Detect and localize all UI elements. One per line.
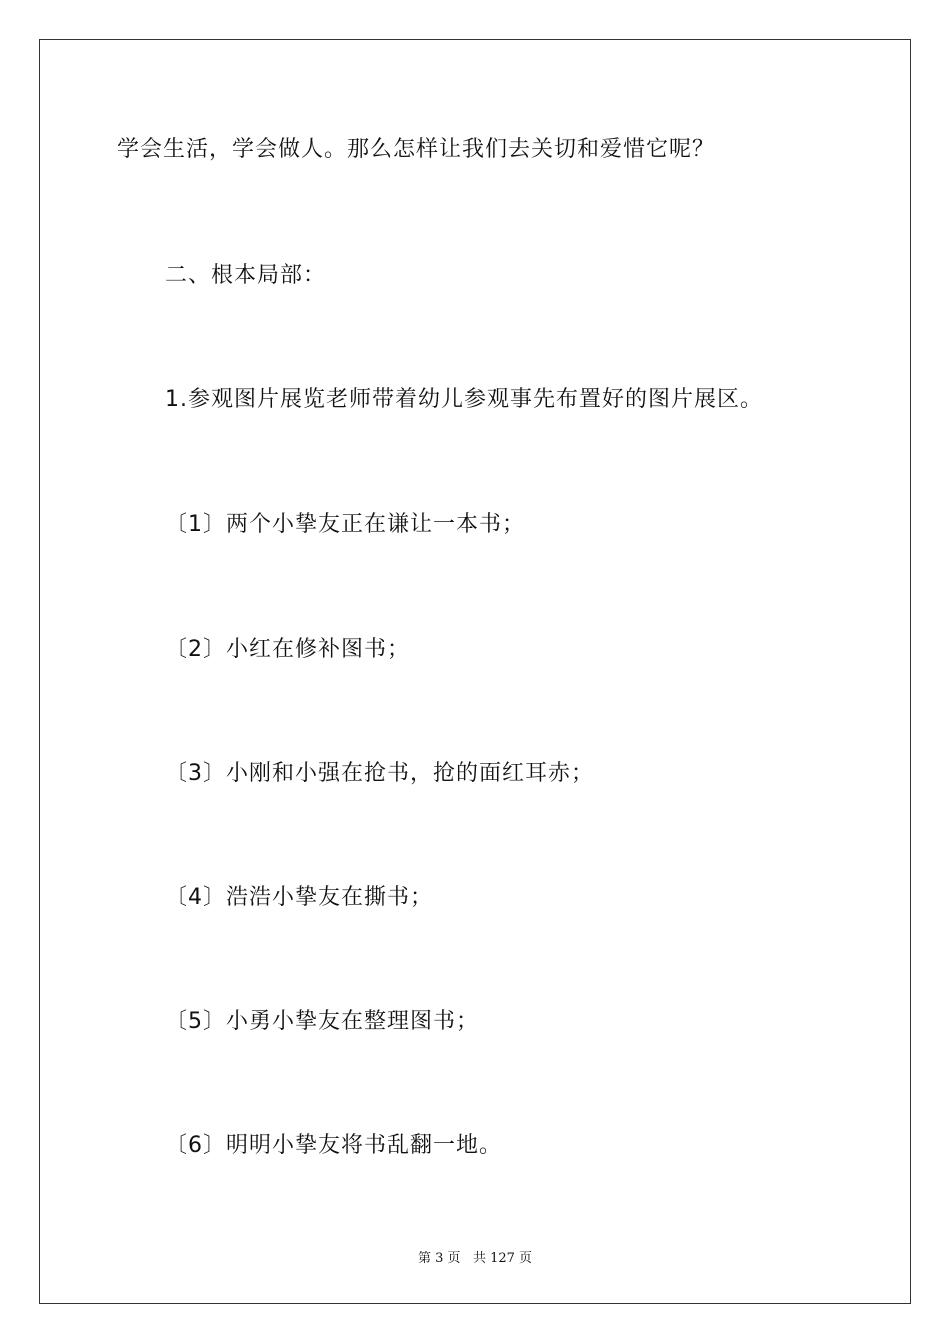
paragraph-step-1: 1.参观图片展览老师带着幼儿参观事先布置好的图片展区。 [165,387,763,412]
list-item-1: 〔1〕两个小挚友正在谦让一本书； [165,512,525,537]
list-item-5: 〔5〕小勇小挚友在整理图书； [165,1009,479,1034]
list-item-4: 〔4〕浩浩小挚友在撕书； [165,885,433,910]
list-item-6: 〔6〕明明小挚友将书乱翻一地。 [165,1133,502,1158]
total-pages: 共 127 页 [472,1251,533,1266]
list-item-2: 〔2〕小红在修补图书； [165,637,410,662]
section-heading-basic-part: 二、根本局部： [165,263,327,288]
page-border [39,39,911,1304]
paragraph-intro-end: 学会生活，学会做人。那么怎样让我们去关切和爱惜它呢？ [117,137,716,162]
page-footer [0,1247,950,1266]
page-number: 第 3 页 [417,1251,461,1266]
list-item-3: 〔3〕小刚和小强在抢书，抢的面红耳赤； [165,761,594,786]
